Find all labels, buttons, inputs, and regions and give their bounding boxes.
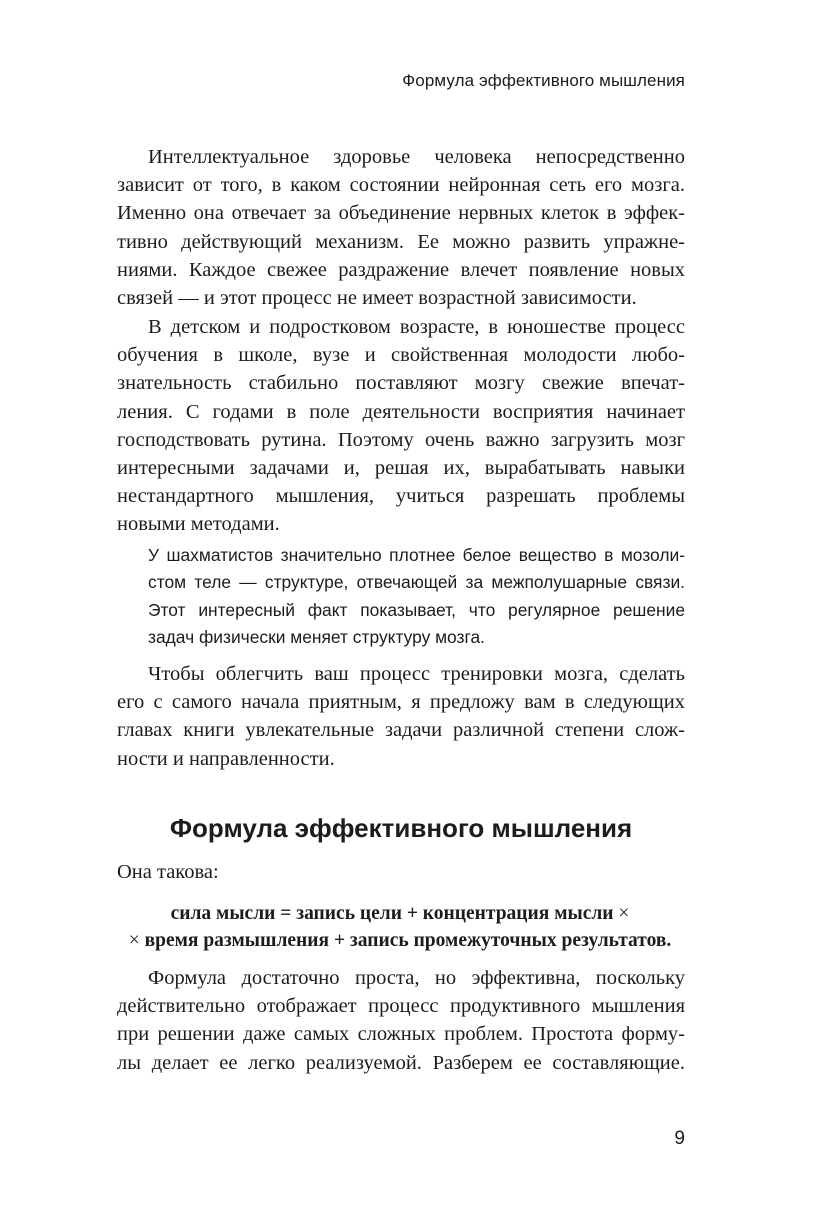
inset-note	[148, 542, 685, 652]
formula-line-2	[110, 927, 690, 954]
paragraph-2-line: господствовать рутина. Поэтому очень важно загрузить мозг	[117, 428, 685, 451]
times-symbol: ×	[128, 930, 140, 951]
paragraph-3-line: Чтобы облегчить ваш процесс тренировки мозга, сделать	[148, 663, 685, 685]
paragraph-1-line: связей — и этот процесс не имеет возрастной зависимости.	[117, 287, 637, 310]
intro	[117, 858, 685, 886]
paragraph-1	[117, 143, 685, 312]
inset-line: задач физически меняет структуру мозга.	[148, 627, 485, 648]
inset-line: стом теле — структуре, отвечающей за межполушарные связи.	[148, 572, 685, 593]
paragraph-1-line: Именно она отвечает за объединение нервных клеток в эффек-	[117, 202, 685, 225]
inset-line: У шахматистов значительно плотнее белое вещество в мозоли-	[148, 545, 685, 565]
paragraph-3-line: его с самого начала приятным, я предложу вам в следующих	[117, 691, 685, 714]
section-heading: Формула эффективного мышления	[169, 813, 633, 843]
page-number: 9	[674, 1128, 685, 1149]
paragraph-1-line: зависит от того, в каком состоянии нейронная сеть его мозга.	[117, 174, 685, 197]
paragraph-4	[117, 964, 685, 1077]
paragraph-2-line: интересными задачами и, решая их, вырабатывать навыки	[117, 457, 685, 480]
formula-text-1: сила мысли = запись цели + концентрация мысли	[170, 903, 614, 924]
paragraph-1-line: ниями. Каждое свежее раздражение влечет появление новых	[117, 258, 685, 281]
times-symbol: ×	[618, 903, 630, 924]
paragraph-4-line: лы делает ее легко реализуемой. Разберем ее составляющие.	[117, 1051, 685, 1074]
paragraph-2-line: обучения в школе, вузе и свойственная молодости любо-	[117, 344, 685, 367]
paragraph-1-line: тивно действующий механизм. Ее можно развить упражне-	[117, 230, 685, 253]
paragraph-3	[117, 660, 685, 773]
paragraph-4-line: при решении даже самых сложных проблем. Простота форму-	[117, 1023, 685, 1046]
paragraph-3-line: ности и направленности.	[117, 747, 335, 770]
paragraph-2-line: нестандартного мышления, учиться разрешать проблемы	[117, 485, 685, 508]
intro-line: Она такова:	[117, 861, 219, 883]
paragraph-2-line: знательность стабильно поставляют мозгу свежие впечат-	[117, 372, 685, 395]
paragraph-2-line: ления. С годами в поле деятельности восприятия начинает	[117, 400, 685, 423]
paragraph-2	[117, 313, 685, 539]
paragraph-3-line: главах книги увлекательные задачи различной степени слож-	[117, 719, 685, 742]
paragraph-2-line: В детском и подростковом возрасте, в юношестве процесс	[148, 316, 685, 338]
paragraph-2-line: новыми методами.	[117, 513, 280, 536]
paragraph-4-line: Формула достаточно проста, но эффективна, поскольку	[148, 967, 685, 989]
formula-line-1	[110, 900, 690, 927]
paragraph-1-line: Интеллектуальное здоровье человека непосредственно	[148, 146, 685, 168]
paragraph-4-line: действительно отображает процесс продуктивного мышления	[117, 995, 685, 1018]
formula-text-2: время размышления + запись промежуточных результатов.	[144, 930, 672, 951]
formula	[110, 900, 690, 954]
inset-line: Этот интересный факт показывает, что регулярное решение	[148, 599, 685, 620]
running-head: Формула эффективного мышления	[402, 71, 685, 90]
